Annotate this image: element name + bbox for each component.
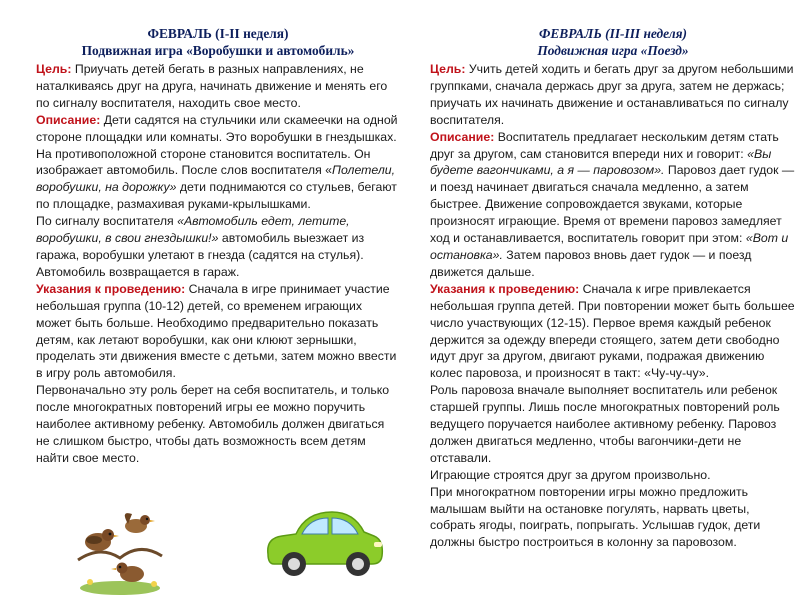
left-column xyxy=(36,26,400,467)
left-desc-label: Описание: xyxy=(36,112,101,127)
left-goal-text: Приучать детей бегать в разных направлениях, не наталкиваясь друг на друга, начинать движение и менять его по сигналу воспитателя, находить свое место. xyxy=(36,62,388,110)
car-wheel-rear xyxy=(346,552,370,576)
headlight-icon xyxy=(374,542,382,547)
right-goal xyxy=(430,61,796,129)
right-instructions xyxy=(430,281,796,382)
right-goal-label: Цель: xyxy=(430,62,466,76)
right-goal-text: Учить детей ходить и бегать друг за другом небольшими группками, сначала держась друг за друга, затем не держась; приучать их начинать движение и останавливаться по сигналу воспитателя. xyxy=(430,62,794,127)
right-instr-text-1: Сначала к игре привлекается небольшая группа детей. При повторении может быть большее число участвующих (12-15). Первое время каждый ребенок держится за одежду впереди стоящего, затем дети свободно идут друг за другом, двигают руками, подражая движению колес паровоза, и произносят в такт: «Чу-чу-чу». xyxy=(430,281,795,381)
left-description-2 xyxy=(36,213,400,281)
left-desc-text-3: По сигналу воспитателя xyxy=(36,214,178,229)
flower-icon xyxy=(151,581,157,587)
left-desc-quote-2: «Автомобиль едет, летите, воробушки, в свои гнездышки!» xyxy=(36,214,350,246)
left-desc-text-1: Дети садятся на стульчики или скамеечки на одной стороне площадки или комнаты. Это воробушки в гнездышках. На противоположной стороне становится воспитатель. Он изображает автомобиль. После слов воспитателя « xyxy=(36,112,398,178)
left-instructions-2: Первоначально эту роль берет на себя воспитатель, и только после многократных повторений игры ее можно поручить наиболее активному ребенку. Автомобиль должен двигаться не слишком быстро, чтобы дать возможность всем детям найти свое место. xyxy=(36,383,390,465)
left-desc-quote: Полетели, воробушки, на дорожку» xyxy=(36,163,396,195)
right-column xyxy=(430,26,796,551)
right-desc-quote: «Вы будете вагончиками, а я — паровозом». xyxy=(430,146,772,178)
right-title: ФЕВРАЛЬ (II-III неделя) xyxy=(538,26,688,41)
sparrow-bird-3 xyxy=(111,563,144,583)
left-description xyxy=(36,112,400,213)
left-desc-text-2: дети поднимаются со стульев, бегают по площадке, размахивая руками-крылышками. xyxy=(36,180,397,212)
right-game-title: Подвижная игра «Поезд» xyxy=(537,43,689,58)
sparrow-bird-1 xyxy=(85,529,119,551)
right-desc-text-1: Воспитатель предлагает нескольким детям стать друг за другом, сам становится впереди них и говорит: xyxy=(430,129,779,161)
sparrow-bird-2 xyxy=(125,513,155,533)
left-goal-label: Цель: xyxy=(36,62,72,76)
branch-shape xyxy=(78,549,162,560)
left-goal xyxy=(36,61,400,112)
right-instructions-3: Играющие строятся друг за другом произвольно. xyxy=(430,467,711,482)
right-description xyxy=(430,129,796,281)
right-instr-label: Указания к проведению: xyxy=(430,281,580,296)
right-desc-text-3: Затем паровоз вновь дает гудок — и поезд движется дальше. xyxy=(430,247,752,279)
right-desc-label: Описание: xyxy=(430,129,495,144)
left-instr-text-1: Сначала в игре принимает участие небольшая группа (10-12) детей, со временем играющих может быть больше. Необходимо предварительно показать детям, как летают воробушки, как они клюют зернышки, проделать эти движения вместе с детьми, затем можно ввести в игру роль автомобиля. xyxy=(36,281,397,381)
left-title: ФЕВРАЛЬ (I-II неделя) xyxy=(147,26,289,41)
left-instructions xyxy=(36,281,400,382)
right-desc-text-2: Паровоз дает гудок — и поезд начинает двигаться сначала медленно, а затем быстрее. Движение сопровождается звуками, которые произносят играющие. Время от времени паровоз замедляет ход и останавливается, воспитатель говорит при этом: xyxy=(430,163,795,246)
car-wheel-front xyxy=(282,552,306,576)
left-instr-label: Указания к проведению: xyxy=(36,281,186,296)
left-desc-text-4: автомобиль выезжает из гаража, воробушки улетают в гнезда (садятся на стулья). Автомобиль возвращается в гараж. xyxy=(36,231,365,279)
car-illustration xyxy=(262,502,386,582)
right-desc-quote-2: «Вот и остановка». xyxy=(430,231,789,262)
flower-icon xyxy=(87,579,93,585)
sparrows-illustration xyxy=(70,500,170,596)
left-game-title: Подвижная игра «Воробушки и автомобиль» xyxy=(81,43,355,58)
right-instructions-4: При многократном повторении игры можно предложить малышам выйти на остановке погулять, нарвать цветы, собрать ягоды, поиграть, попрыгать. Услышав гудок, дети должны быстро построиться в колонну за паровозом. xyxy=(430,484,761,550)
right-instructions-2: Роль паровоза вначале выполняет воспитатель или ребенок старшей группы. Лишь после многократных повторений роль ведущего поручается наиболее активному ребенку. Паровоз должен двигаться медленно, чтобы вагончики-дети не отставали. xyxy=(430,383,780,465)
